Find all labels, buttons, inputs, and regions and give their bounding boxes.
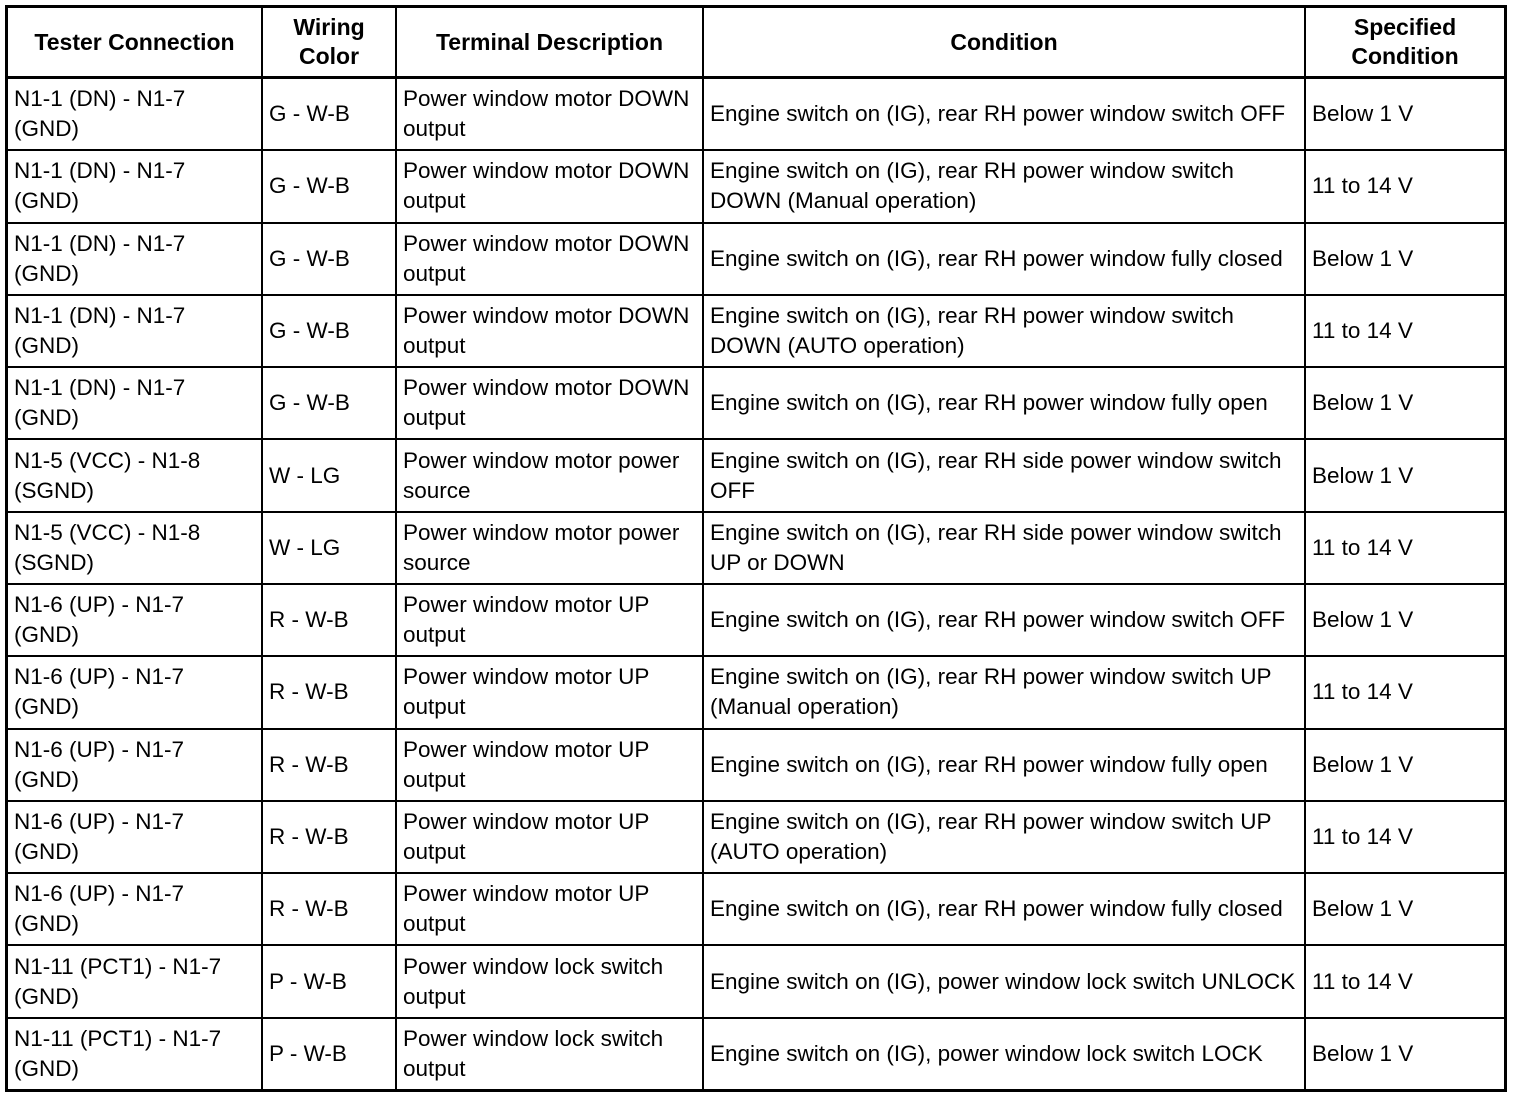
cell-terminal-description: Power window lock switch output (396, 945, 703, 1017)
cell-terminal-description: Power window motor power source (396, 439, 703, 511)
table-row (8, 801, 1504, 873)
table-body (8, 78, 1504, 1090)
cell-wiring-color: G - W-B (262, 150, 396, 222)
cell-terminal-description: Power window motor UP output (396, 729, 703, 801)
cell-tester-connection: N1-1 (DN) - N1-7 (GND) (8, 150, 262, 222)
cell-terminal-description: Power window motor UP output (396, 584, 703, 656)
cell-specified-condition: Below 1 V (1305, 367, 1504, 439)
cell-terminal-description: Power window motor DOWN output (396, 295, 703, 367)
header-wiring-color: Wiring Color (262, 8, 396, 78)
cell-condition: Engine switch on (IG), rear RH power window fully open (703, 729, 1305, 801)
cell-condition: Engine switch on (IG), rear RH power window fully open (703, 367, 1305, 439)
cell-condition: Engine switch on (IG), rear RH side power window switch OFF (703, 439, 1305, 511)
cell-terminal-description: Power window motor DOWN output (396, 150, 703, 222)
terminal-table-frame (5, 5, 1507, 1092)
header-tester-connection: Tester Connection (8, 8, 262, 78)
table-row (8, 150, 1504, 222)
cell-condition: Engine switch on (IG), rear RH power window switch UP (Manual operation) (703, 656, 1305, 728)
cell-condition: Engine switch on (IG), rear RH power window switch DOWN (AUTO operation) (703, 295, 1305, 367)
cell-terminal-description: Power window motor UP output (396, 873, 703, 945)
cell-condition: Engine switch on (IG), rear RH power window fully closed (703, 223, 1305, 295)
table-row (8, 439, 1504, 511)
cell-tester-connection: N1-1 (DN) - N1-7 (GND) (8, 223, 262, 295)
cell-tester-connection: N1-6 (UP) - N1-7 (GND) (8, 729, 262, 801)
cell-terminal-description: Power window motor power source (396, 512, 703, 584)
cell-wiring-color: P - W-B (262, 1018, 396, 1089)
cell-tester-connection: N1-1 (DN) - N1-7 (GND) (8, 367, 262, 439)
table-row (8, 656, 1504, 728)
header-condition: Condition (703, 8, 1305, 78)
table-row (8, 295, 1504, 367)
cell-condition: Engine switch on (IG), rear RH side power window switch UP or DOWN (703, 512, 1305, 584)
cell-specified-condition: Below 1 V (1305, 729, 1504, 801)
cell-terminal-description: Power window motor DOWN output (396, 367, 703, 439)
cell-tester-connection: N1-6 (UP) - N1-7 (GND) (8, 873, 262, 945)
cell-specified-condition: 11 to 14 V (1305, 150, 1504, 222)
cell-condition: Engine switch on (IG), rear RH power window switch OFF (703, 78, 1305, 151)
cell-wiring-color: G - W-B (262, 78, 396, 151)
cell-specified-condition: 11 to 14 V (1305, 656, 1504, 728)
cell-tester-connection: N1-11 (PCT1) - N1-7 (GND) (8, 945, 262, 1017)
cell-terminal-description: Power window motor UP output (396, 801, 703, 873)
header-row (8, 8, 1504, 78)
cell-condition: Engine switch on (IG), power window lock switch LOCK (703, 1018, 1305, 1089)
cell-specified-condition: Below 1 V (1305, 439, 1504, 511)
table-row (8, 729, 1504, 801)
terminal-table (8, 8, 1504, 1089)
cell-tester-connection: N1-11 (PCT1) - N1-7 (GND) (8, 1018, 262, 1089)
cell-wiring-color: R - W-B (262, 873, 396, 945)
cell-wiring-color: W - LG (262, 512, 396, 584)
cell-condition: Engine switch on (IG), rear RH power window switch UP (AUTO operation) (703, 801, 1305, 873)
cell-specified-condition: 11 to 14 V (1305, 945, 1504, 1017)
cell-specified-condition: 11 to 14 V (1305, 801, 1504, 873)
cell-specified-condition: Below 1 V (1305, 78, 1504, 151)
table-row (8, 78, 1504, 151)
cell-terminal-description: Power window motor DOWN output (396, 78, 703, 151)
cell-tester-connection: N1-5 (VCC) - N1-8 (SGND) (8, 512, 262, 584)
table-row (8, 367, 1504, 439)
cell-tester-connection: N1-6 (UP) - N1-7 (GND) (8, 656, 262, 728)
table-row (8, 1018, 1504, 1089)
cell-wiring-color: W - LG (262, 439, 396, 511)
cell-specified-condition: 11 to 14 V (1305, 512, 1504, 584)
cell-terminal-description: Power window lock switch output (396, 1018, 703, 1089)
cell-condition: Engine switch on (IG), rear RH power window switch DOWN (Manual operation) (703, 150, 1305, 222)
cell-tester-connection: N1-1 (DN) - N1-7 (GND) (8, 295, 262, 367)
cell-condition: Engine switch on (IG), rear RH power window fully closed (703, 873, 1305, 945)
cell-wiring-color: R - W-B (262, 729, 396, 801)
cell-specified-condition: Below 1 V (1305, 1018, 1504, 1089)
table-row (8, 945, 1504, 1017)
cell-wiring-color: G - W-B (262, 223, 396, 295)
table-row (8, 873, 1504, 945)
table-row (8, 584, 1504, 656)
cell-tester-connection: N1-6 (UP) - N1-7 (GND) (8, 801, 262, 873)
cell-condition: Engine switch on (IG), rear RH power window switch OFF (703, 584, 1305, 656)
cell-wiring-color: P - W-B (262, 945, 396, 1017)
table-row (8, 512, 1504, 584)
cell-wiring-color: R - W-B (262, 801, 396, 873)
cell-tester-connection: N1-1 (DN) - N1-7 (GND) (8, 78, 262, 151)
cell-tester-connection: N1-5 (VCC) - N1-8 (SGND) (8, 439, 262, 511)
cell-specified-condition: 11 to 14 V (1305, 295, 1504, 367)
cell-specified-condition: Below 1 V (1305, 223, 1504, 295)
cell-wiring-color: G - W-B (262, 295, 396, 367)
table-header (8, 8, 1504, 78)
cell-condition: Engine switch on (IG), power window lock switch UNLOCK (703, 945, 1305, 1017)
cell-specified-condition: Below 1 V (1305, 584, 1504, 656)
cell-wiring-color: R - W-B (262, 584, 396, 656)
cell-wiring-color: G - W-B (262, 367, 396, 439)
cell-wiring-color: R - W-B (262, 656, 396, 728)
cell-specified-condition: Below 1 V (1305, 873, 1504, 945)
cell-terminal-description: Power window motor DOWN output (396, 223, 703, 295)
cell-tester-connection: N1-6 (UP) - N1-7 (GND) (8, 584, 262, 656)
header-terminal-description: Terminal Description (396, 8, 703, 78)
header-specified-condition: Specified Condition (1305, 8, 1504, 78)
cell-terminal-description: Power window motor UP output (396, 656, 703, 728)
table-row (8, 223, 1504, 295)
